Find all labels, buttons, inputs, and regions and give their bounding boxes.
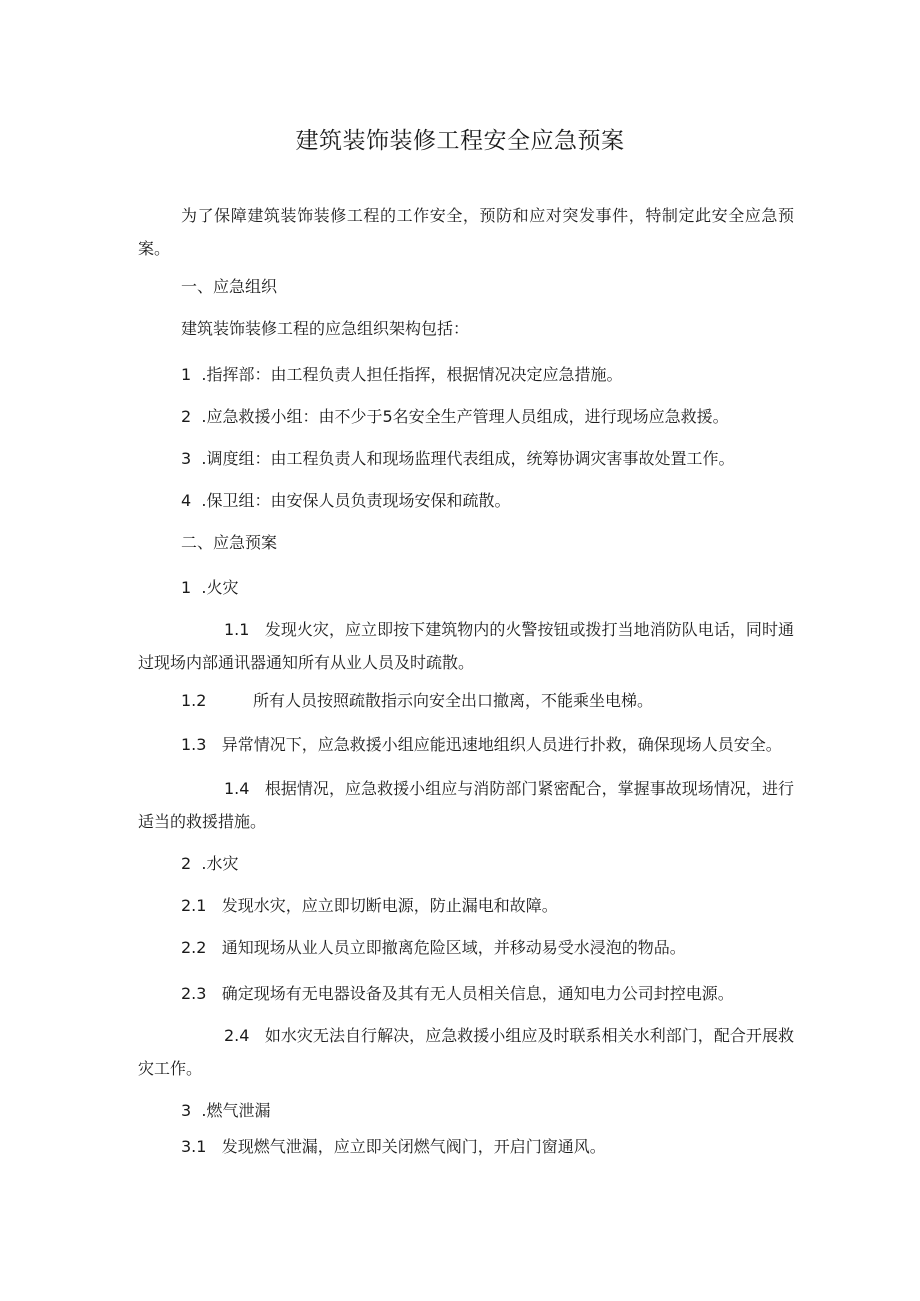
gas-title: .燃气泄漏 [201,1101,271,1120]
flood-item-number: 2.1 [181,896,207,915]
flood-item [181,937,686,959]
fire-item [181,734,782,756]
gas-item-number: 3.1 [181,1137,207,1156]
fire-item-text: 发现火灾，应立即按下建筑物内的火警按钮或拨打当地消防队电话，同时通过现场内部通讯器通知所有从业人员及时疏散。 [138,620,794,672]
fire-number: 1 [181,578,192,597]
gas-item [181,1136,606,1158]
fire-item-text: 所有人员按照疏散指示向安全出口撤离，不能乘坐电梯。 [253,691,654,710]
flood-item [138,1019,794,1085]
flood-item-number: 2.4 [224,1026,250,1045]
fire-heading [181,577,238,599]
fire-item-number: 1.2 [181,691,207,710]
gas-number: 3 [181,1101,192,1120]
org-item-number: 1 [181,365,192,384]
org-item-text: .指挥部：由工程负责人担任指挥，根据情况决定应急措施。 [201,365,623,384]
flood-item-number: 2.2 [181,938,207,957]
org-item-text: .应急救援小组：由不少于5名安全生产管理人员组成，进行现场应急救援。 [201,407,729,426]
fire-item [138,613,794,679]
flood-item [181,895,558,917]
org-item [181,448,734,470]
flood-item [181,983,734,1005]
document-title: 建筑装饰装修工程安全应急预案 [295,128,625,154]
org-item [181,406,729,428]
fire-item-text: 根据情况，应急救援小组应与消防部门紧密配合，掌握事故现场情况，进行适当的救援措施。 [138,779,794,831]
flood-item-number: 2.3 [181,984,207,1003]
intro-paragraph: 为了保障建筑装饰装修工程的工作安全，预防和应对突发事件，特制定此安全应急预案。 [138,206,794,258]
org-item [181,364,622,386]
gas-heading [181,1100,270,1122]
org-item-number: 3 [181,449,192,468]
org-item [181,490,510,512]
gas-item-text: 发现燃气泄漏，应立即关闭燃气阀门，开启门窗通风。 [221,1137,606,1156]
section1-heading: 一、应急组织 [181,277,278,296]
fire-item-text: 异常情况下，应急救援小组应能迅速地组织人员进行扑救，确保现场人员安全。 [221,735,782,754]
flood-item-text: 如水灾无法自行解决，应急救援小组应及时联系相关水利部门，配合开展救灾工作。 [138,1026,794,1078]
fire-item-number: 1.4 [224,779,250,798]
org-item-text: .调度组：由工程负责人和现场监理代表组成，统筹协调灾害事故处置工作。 [201,449,735,468]
flood-number: 2 [181,854,192,873]
section1-lead: 建筑装饰装修工程的应急组织架构包括： [181,319,470,338]
flood-heading [181,853,238,875]
section2-heading: 二、应急预案 [181,533,278,552]
org-item-number: 2 [181,407,192,426]
flood-item-text: 确定现场有无电器设备及其有无人员相关信息，通知电力公司封控电源。 [221,984,734,1003]
flood-item-text: 通知现场从业人员立即撤离危险区域，并移动易受水浸泡的物品。 [221,938,686,957]
org-item-number: 4 [181,491,192,510]
flood-title: .水灾 [201,854,239,873]
flood-item-text: 发现水灾，应立即切断电源，防止漏电和故障。 [221,896,558,915]
fire-title: .火灾 [201,578,239,597]
fire-item [181,690,653,712]
fire-item [138,772,794,838]
fire-item-number: 1.3 [181,735,207,754]
org-item-text: .保卫组：由安保人员负责现场安保和疏散。 [201,491,511,510]
fire-item-number: 1.1 [224,620,250,639]
